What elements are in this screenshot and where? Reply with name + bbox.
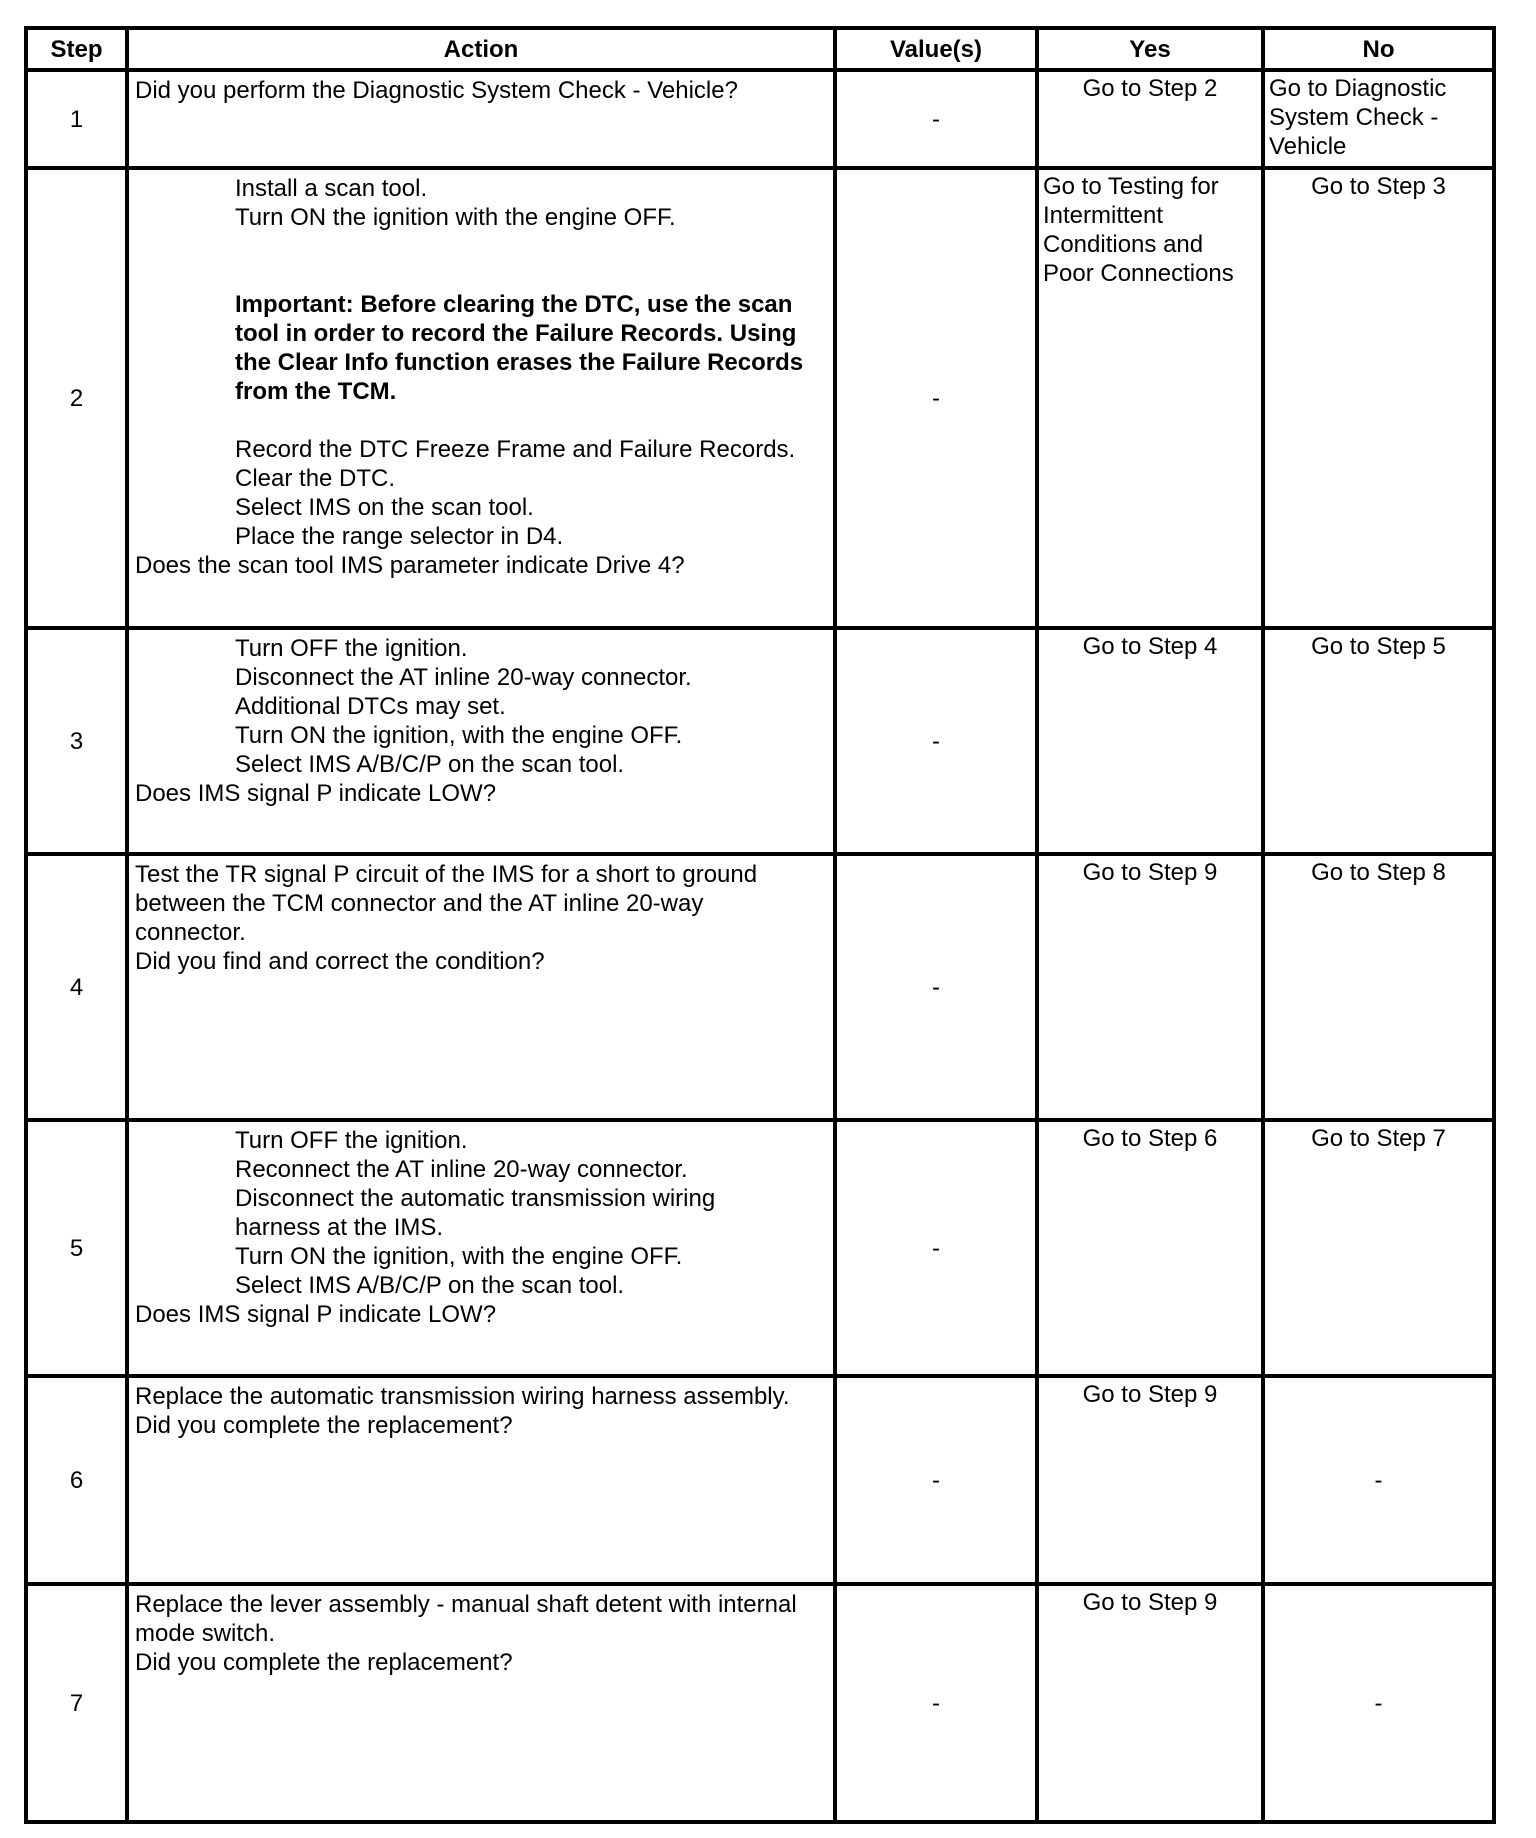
action-cell xyxy=(127,168,835,628)
action-line: Reconnect the AT inline 20-way connector. xyxy=(235,1156,688,1183)
header-row xyxy=(26,28,1494,70)
action-line: Turn ON the ignition, with the engine OFF. xyxy=(235,1243,683,1270)
step-number: 5 xyxy=(26,1120,127,1376)
step-number: 1 xyxy=(26,70,127,168)
action-text: Replace the lever assembly - manual shaft detent with internal mode switch. xyxy=(135,1591,797,1647)
action-line: Record the DTC Freeze Frame and Failure Records. xyxy=(235,436,796,463)
yes-link[interactable]: Go to Testing for Intermittent Conditions and Poor Connections xyxy=(1043,173,1234,287)
action-line: Additional DTCs may set. xyxy=(235,693,506,720)
action-cell xyxy=(127,1584,835,1822)
important-note: Important: Before clearing the DTC, use the scan tool in order to record the Failure Records. Using the Clear Info function erases the Failure Records from the TCM. xyxy=(235,291,804,405)
no-link[interactable]: Go to Step 5 xyxy=(1311,633,1446,660)
table-row xyxy=(26,854,1494,1120)
yes-link[interactable]: Go to Step 9 xyxy=(1082,859,1218,886)
action-line: Disconnect the automatic transmission wiring harness at the IMS. xyxy=(235,1185,716,1241)
action-text: Did you perform the Diagnostic System Check - Vehicle? xyxy=(135,77,738,104)
step-number: 7 xyxy=(26,1584,127,1822)
yes-cell xyxy=(1037,1376,1263,1584)
action-line: Place the range selector in D4. xyxy=(235,523,564,550)
table-row xyxy=(26,168,1494,628)
no-cell xyxy=(1263,1120,1494,1376)
no-link[interactable]: Go to Step 7 xyxy=(1311,1125,1446,1152)
action-line: Disconnect the AT inline 20-way connector. xyxy=(235,664,692,691)
action-question: Did you complete the replacement? xyxy=(135,1412,513,1439)
table-row xyxy=(26,628,1494,854)
action-line: Turn ON the ignition with the engine OFF. xyxy=(235,204,676,231)
yes-cell xyxy=(1037,70,1263,168)
yes-cell xyxy=(1037,1120,1263,1376)
action-question: Did you complete the replacement? xyxy=(135,1649,513,1676)
yes-link[interactable]: Go to Step 4 xyxy=(1082,633,1218,660)
action-cell xyxy=(127,854,835,1120)
no-cell xyxy=(1263,628,1494,854)
action-line: Select IMS A/B/C/P on the scan tool. xyxy=(235,751,625,778)
value-cell: - xyxy=(835,168,1037,628)
action-cell xyxy=(127,1376,835,1584)
value-cell: - xyxy=(835,628,1037,854)
no-cell: - xyxy=(1263,1584,1494,1822)
step-number: 4 xyxy=(26,854,127,1120)
value-cell: - xyxy=(835,854,1037,1120)
table-row xyxy=(26,1376,1494,1584)
step-number: 6 xyxy=(26,1376,127,1584)
no-link[interactable]: Go to Step 3 xyxy=(1311,173,1446,200)
no-cell: - xyxy=(1263,1376,1494,1584)
value-cell: - xyxy=(835,1376,1037,1584)
value-cell: - xyxy=(835,1584,1037,1822)
action-question: Does IMS signal P indicate LOW? xyxy=(135,780,497,807)
yes-cell xyxy=(1037,168,1263,628)
no-link[interactable]: Go to Step 8 xyxy=(1311,859,1446,886)
value-cell: - xyxy=(835,70,1037,168)
table-row xyxy=(26,1584,1494,1822)
yes-cell xyxy=(1037,854,1263,1120)
action-line: Clear the DTC. xyxy=(235,465,396,492)
step-number: 2 xyxy=(26,168,127,628)
action-line: Turn ON the ignition, with the engine OFF. xyxy=(235,722,683,749)
header-no: No xyxy=(1263,28,1494,70)
table-row xyxy=(26,70,1494,168)
header-values: Value(s) xyxy=(835,28,1037,70)
action-question: Does IMS signal P indicate LOW? xyxy=(135,1301,497,1328)
header-action: Action xyxy=(127,28,835,70)
step-number: 3 xyxy=(26,628,127,854)
yes-cell xyxy=(1037,628,1263,854)
action-line: Select IMS A/B/C/P on the scan tool. xyxy=(235,1272,625,1299)
action-text: Test the TR signal P circuit of the IMS for a short to ground between the TCM connector and the AT inline 20-way connector. xyxy=(135,861,758,946)
action-question: Did you find and correct the condition? xyxy=(135,948,545,975)
action-cell xyxy=(127,70,835,168)
no-cell xyxy=(1263,70,1494,168)
table-row xyxy=(26,1120,1494,1376)
diagnostic-table xyxy=(24,26,1496,1824)
yes-link[interactable]: Go to Step 9 xyxy=(1082,1381,1218,1408)
action-line: Turn OFF the ignition. xyxy=(235,635,468,662)
yes-link[interactable]: Go to Step 9 xyxy=(1082,1589,1218,1616)
no-link[interactable]: Go to Diagnostic System Check - Vehicle xyxy=(1269,75,1447,160)
yes-cell xyxy=(1037,1584,1263,1822)
action-cell xyxy=(127,1120,835,1376)
no-cell xyxy=(1263,168,1494,628)
action-text: Replace the automatic transmission wiring harness assembly. xyxy=(135,1383,790,1410)
header-step: Step xyxy=(26,28,127,70)
yes-link[interactable]: Go to Step 2 xyxy=(1082,75,1218,102)
yes-link[interactable]: Go to Step 6 xyxy=(1082,1125,1218,1152)
action-cell xyxy=(127,628,835,854)
no-cell xyxy=(1263,854,1494,1120)
action-line: Select IMS on the scan tool. xyxy=(235,494,534,521)
header-yes: Yes xyxy=(1037,28,1263,70)
action-question: Does the scan tool IMS parameter indicate Drive 4? xyxy=(135,552,685,579)
action-line: Install a scan tool. xyxy=(235,175,428,202)
value-cell: - xyxy=(835,1120,1037,1376)
action-line: Turn OFF the ignition. xyxy=(235,1127,468,1154)
